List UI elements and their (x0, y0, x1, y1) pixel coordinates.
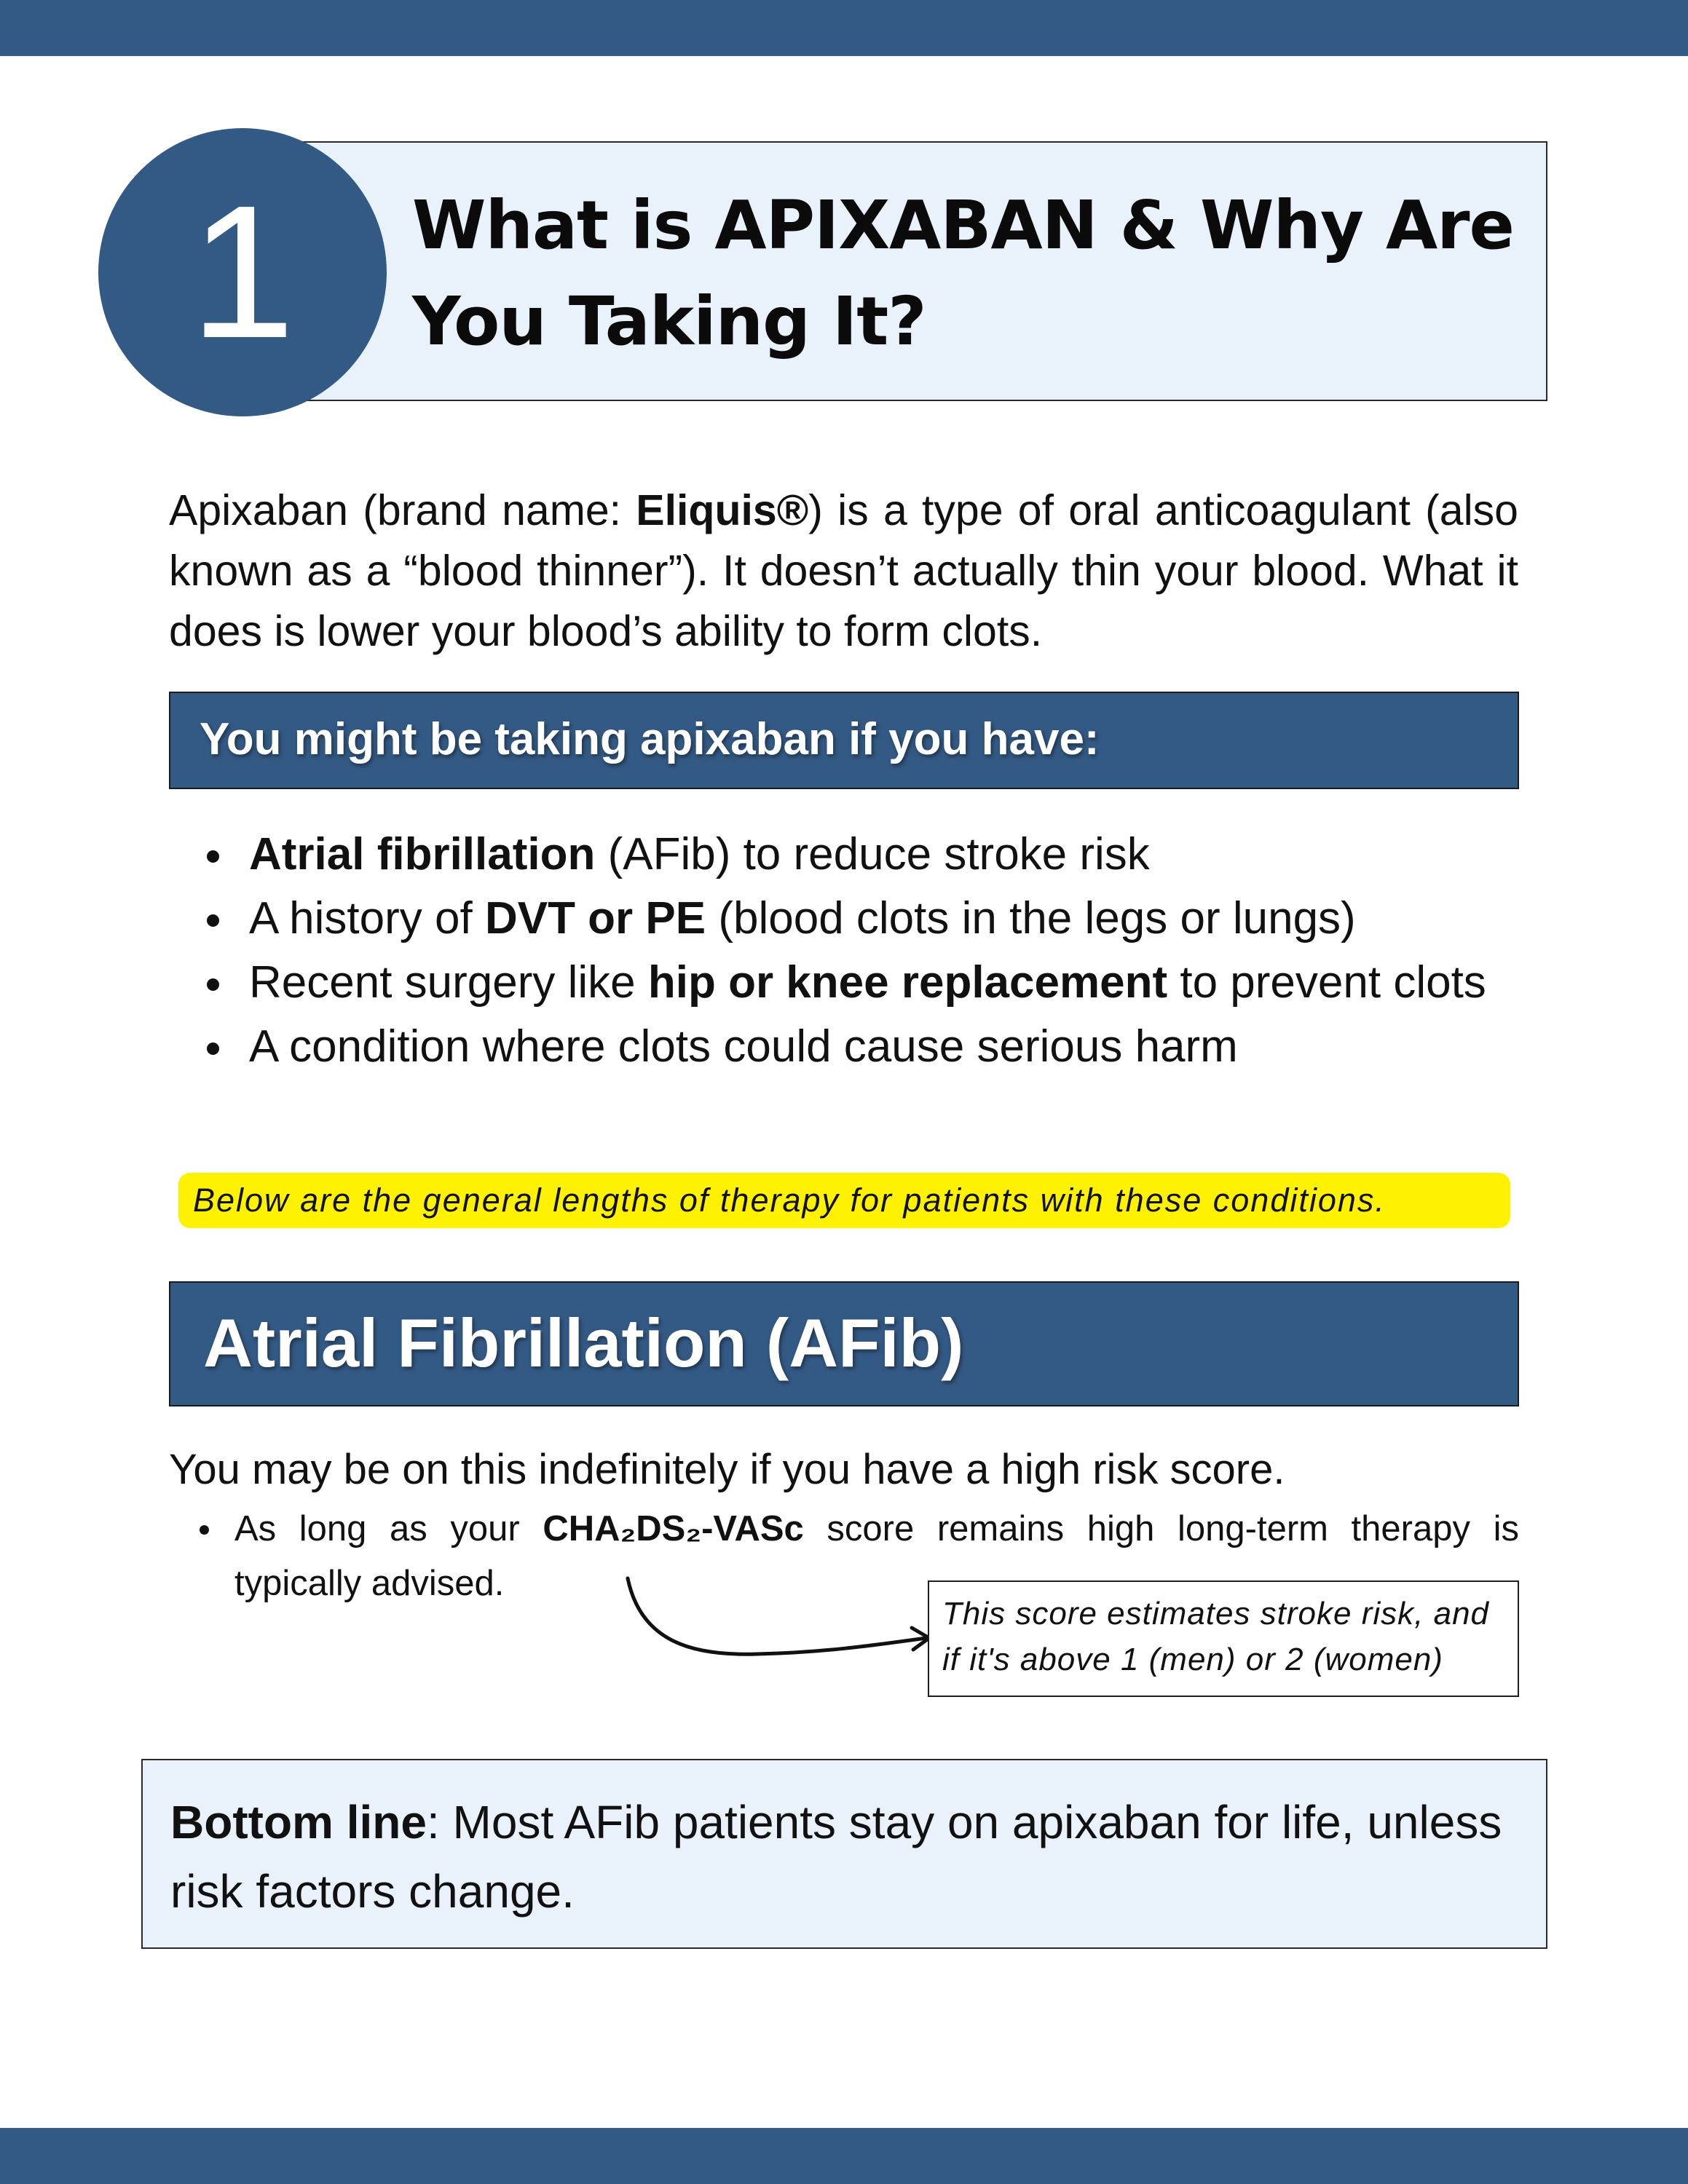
curved-arrow-icon (612, 1572, 939, 1667)
list-item (205, 887, 1487, 951)
title-box (301, 141, 1547, 401)
therapy-length-note: Below are the general lengths of therapy for patients with these conditions. (178, 1173, 1510, 1228)
bottom-band (0, 2128, 1688, 2184)
reason-text: Recent surgery like (249, 957, 648, 1008)
afib-bullet-text: score remains high long-term therapy is typically advised. (234, 1509, 1519, 1603)
list-item (205, 823, 1487, 887)
afib-heading: Atrial Fibrillation (AFib) (203, 1305, 964, 1381)
section-number-badge (98, 128, 387, 416)
reasons-list (205, 823, 1487, 1079)
list-item (205, 951, 1487, 1015)
bottom-line-label: Bottom line (170, 1796, 427, 1848)
afib-heading-bar (169, 1281, 1519, 1406)
reason-text: A condition where clots could cause serious harm (249, 1021, 1238, 1072)
intro-text-start: Apixaban (brand name: (169, 486, 636, 534)
intro-paragraph (169, 480, 1518, 662)
afib-bullet-text: As long as your (234, 1509, 543, 1548)
score-callout: This score estimates stroke risk, and if it's above 1 (men) or 2 (women) (928, 1580, 1519, 1697)
section-number: 1 (189, 167, 296, 378)
bottom-line-text: : Most AFib patients stay on apixaban for life, unless risk factors change. (170, 1796, 1502, 1918)
afib-lead-text: You may be on this indefinitely if you have a high risk score. (169, 1446, 1285, 1493)
reasons-heading-bar (169, 692, 1519, 789)
reason-bold: hip or knee replacement (647, 957, 1168, 1008)
reason-text: (AFib) to reduce stroke risk (595, 829, 1150, 879)
reason-text: A history of (249, 893, 485, 943)
brand-name: Eliquis® (636, 486, 809, 534)
reason-bold: Atrial fibrillation (249, 829, 596, 879)
reason-text: to prevent clots (1167, 957, 1486, 1008)
reasons-heading: You might be taking apixaban if you have: (200, 714, 1100, 764)
intro-text-end: ) is a type of oral anticoagulant (also known as a “blood thinner”). It doesn’t actually thin your blood. What it does is lower your blood’s ability to form clots. (169, 486, 1518, 655)
reason-text: (blood clots in the legs or lungs) (706, 893, 1356, 943)
top-band (0, 0, 1688, 56)
reason-bold: DVT or PE (484, 893, 706, 943)
list-item (205, 1015, 1487, 1079)
page-title: What is APIXABAN & Why Are You Taking It? (412, 186, 1514, 360)
score-name: CHA₂DS₂-VASc (543, 1509, 804, 1548)
bottom-line-box (141, 1759, 1547, 1949)
